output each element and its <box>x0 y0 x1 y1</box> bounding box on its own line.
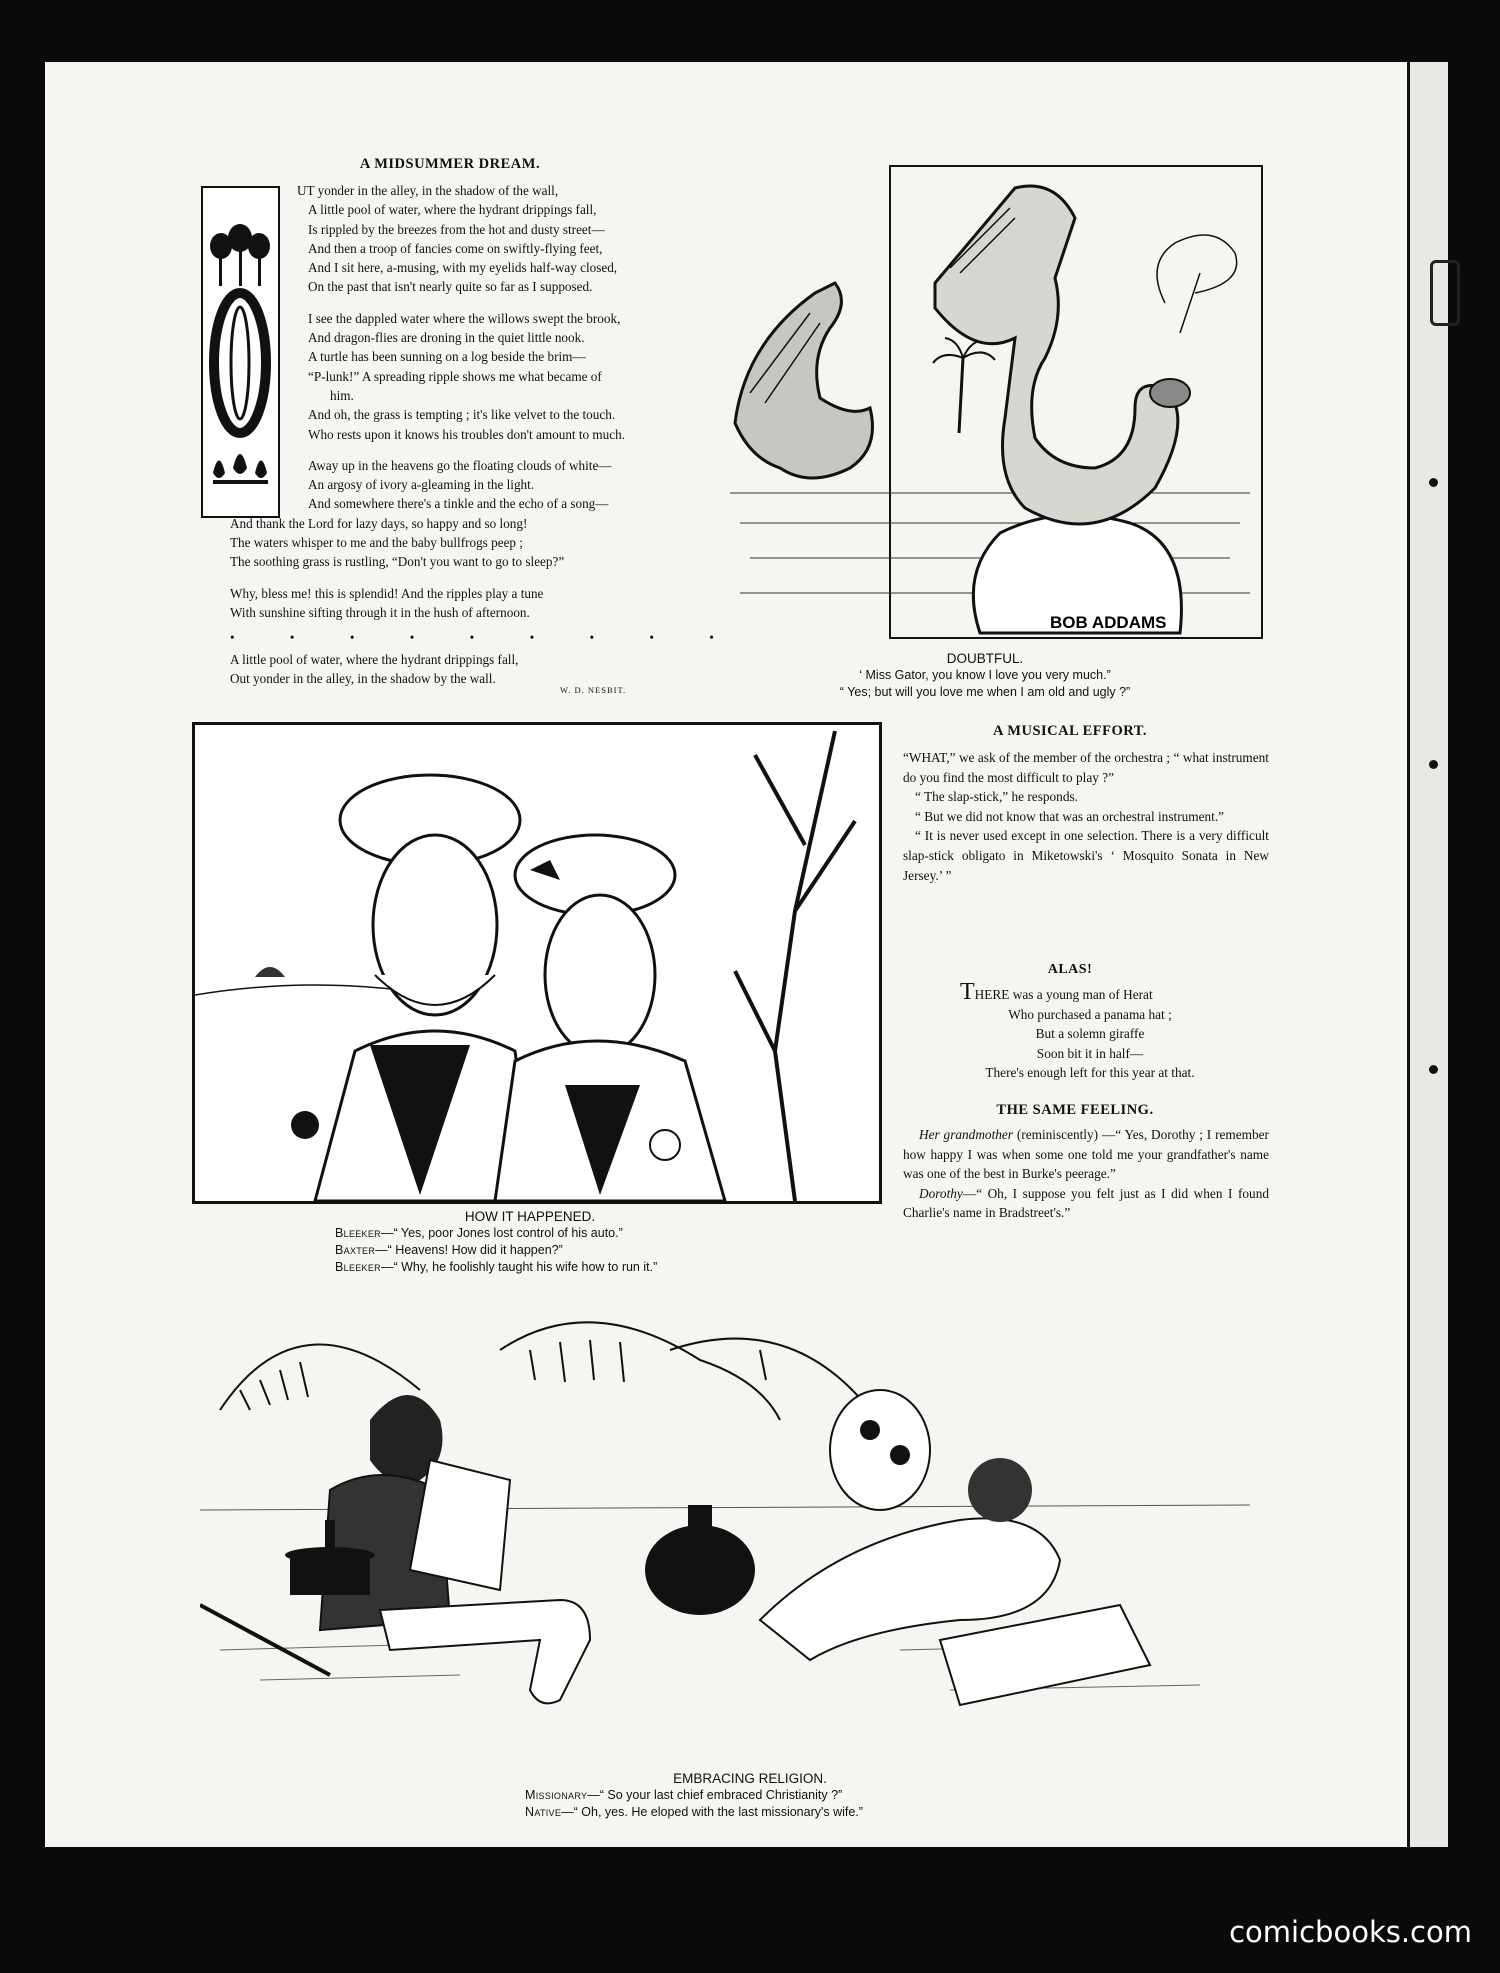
doubtful-caption <box>780 650 1190 701</box>
dialogue-line <box>290 1225 770 1242</box>
poem-author: W. D. NESBIT. <box>560 685 627 695</box>
poem-line: And thank the Lord for lazy days, so happy and so long! <box>230 515 528 531</box>
poem-line: Out yonder in the alley, in the shadow by the wall. <box>230 670 496 686</box>
paragraph: “ But we did not know that was an orchestral instrument.” <box>915 808 1225 824</box>
limerick-line: There's enough left for this year at that. <box>985 1065 1195 1081</box>
poem-line: And somewhere there's a tinkle and the echo of a song— <box>308 496 609 512</box>
poem-line: The soothing grass is rustling, “Don't you want to go to sleep?” <box>230 554 565 570</box>
limerick-line: Soon bit it in half— <box>1036 1045 1144 1061</box>
musical-effort-title: A MUSICAL EFFORT. <box>993 723 1147 739</box>
dialogue-text: —“ Oh, yes. He eloped with the last missionary's wife.” <box>561 1805 863 1819</box>
binder-clip <box>1430 260 1460 326</box>
speaker: Native <box>525 1805 562 1819</box>
embracing-religion-illustration <box>200 1290 1250 1770</box>
speaker: Bleeker <box>335 1226 381 1240</box>
poem-line: A little pool of water, where the hydrant drippings fall, <box>308 202 597 218</box>
poem-line: And I sit here, a-musing, with my eyelids half-way closed, <box>308 260 618 276</box>
paragraph-text: (reminiscently) —“ Yes, Dorothy ; I remember how happy I was when some one told me your grandfather's name was one of the best in Burke's peerage.” <box>903 1127 1269 1182</box>
binding-hole <box>1429 1065 1438 1074</box>
poem-line: And oh, the grass is tempting ; it's like velvet to the touch. <box>308 407 616 423</box>
dialogue-text: —“ Heavens! How did it happen?” <box>375 1243 563 1257</box>
poem-line: And dragon-flies are droning in the quiet little nook. <box>308 330 585 346</box>
paragraph-text: —“ Oh, I suppose you felt just as I did when I found Charlie's name in Bradstreet's.” <box>903 1185 1269 1221</box>
binding-hole <box>1429 760 1438 769</box>
poem-line: On the past that isn't nearly quite so far as I supposed. <box>308 279 593 295</box>
poem-line: “P-lunk!” A spreading ripple shows me what became of <box>308 368 602 384</box>
poem-line: UT yonder in the alley, in the shadow of the wall, <box>297 183 559 198</box>
same-feeling-text <box>903 1125 1269 1223</box>
dialogue-line <box>470 1787 1030 1804</box>
speaker: Dorothy <box>919 1185 963 1201</box>
poem-line: Away up in the heavens go the floating clouds of white— <box>308 457 612 473</box>
artist-signature: BOB ADDAMS <box>1050 613 1167 632</box>
chauffeurs-drawing <box>195 725 879 1201</box>
binding-hole <box>1429 478 1438 487</box>
site-watermark: comicbooks.com <box>1229 1915 1472 1949</box>
limerick-line <box>935 979 1245 1005</box>
paragraph: “ It is never used except in one selection. There is a very difficult slap-stick obligato in Miketowski's ‘ Mosquito Sonata in New Jersey.’ ” <box>903 828 1269 883</box>
limerick-text: HERE was a young man of Herat <box>974 987 1153 1002</box>
poem-line: With sunshine sifting through it in the hush of afternoon. <box>230 604 530 620</box>
doubtful-line: “ Yes; but will you love me when I am old and ugly ?” <box>839 685 1131 699</box>
poem-dots: • • • • • • • • • <box>230 630 740 646</box>
poem-line: The waters whisper to me and the baby bullfrogs peep ; <box>230 535 523 551</box>
dialogue-text: —“ So your last chief embraced Christianity ?” <box>587 1788 843 1802</box>
poem-line: A turtle has been sunning on a log beside the brim— <box>308 349 586 365</box>
paragraph: “WHAT,” we ask of the member of the orchestra ; “ what instrument do you find the most difficult to play ?” <box>903 750 1269 785</box>
poem-title: A MIDSUMMER DREAM. <box>359 156 541 172</box>
paragraph: “ The slap-stick,” he responds. <box>915 789 1078 805</box>
poem-line: I see the dappled water where the willows swept the brook, <box>308 310 621 326</box>
dialogue-text: —“ Yes, poor Jones lost control of his auto.” <box>380 1226 623 1240</box>
embracing-religion-caption <box>470 1770 1030 1821</box>
limerick-line: But a solemn giraffe <box>1035 1026 1145 1042</box>
poem-line: Why, bless me! this is splendid! And the ripples play a tune <box>230 585 544 601</box>
how-it-happened-illustration <box>192 722 882 1204</box>
paragraph <box>903 1125 1269 1184</box>
dialogue-line <box>290 1259 770 1276</box>
same-feeling-title: THE SAME FEELING. <box>996 1102 1154 1118</box>
poem-line: Who rests upon it knows his troubles don't amount to much. <box>308 426 626 442</box>
doubtful-line: ‘ Miss Gator, you know I love you very much.” <box>859 668 1111 682</box>
poem-line: Is rippled by the breezes from the hot and dusty street— <box>308 221 605 237</box>
alligators-drawing <box>710 163 1266 643</box>
dialogue-line <box>290 1242 770 1259</box>
poem-line: And then a troop of fancies come on swiftly-flying feet, <box>308 240 603 256</box>
how-it-happened-caption <box>290 1208 770 1276</box>
doubtful-title: DOUBTFUL. <box>946 651 1024 666</box>
speaker: Her grandmother <box>919 1127 1013 1142</box>
poem-line: him. <box>330 387 354 403</box>
speaker: Bleeker <box>335 1260 381 1274</box>
speaker: Baxter <box>335 1243 376 1257</box>
paragraph <box>903 1184 1269 1223</box>
limerick-line: Who purchased a panama hat ; <box>1008 1006 1172 1022</box>
drop-cap: T <box>960 979 975 1005</box>
dialogue-line <box>470 1804 1030 1821</box>
poem-line: A little pool of water, where the hydrant drippings fall, <box>230 651 519 667</box>
poem-body <box>230 181 740 688</box>
how-it-happened-title: HOW IT HAPPENED. <box>464 1209 596 1224</box>
speaker: Missionary <box>525 1788 588 1802</box>
poem-line: An argosy of ivory a-gleaming in the light. <box>308 477 535 493</box>
alas-limerick <box>935 979 1245 1083</box>
musical-effort-text <box>903 748 1269 885</box>
dialogue-text: —“ Why, he foolishly taught his wife how to run it.” <box>380 1260 658 1274</box>
page-edge <box>1407 62 1448 1847</box>
embracing-religion-title: EMBRACING RELIGION. <box>673 1771 827 1786</box>
alas-title: ALAS! <box>1047 962 1093 977</box>
